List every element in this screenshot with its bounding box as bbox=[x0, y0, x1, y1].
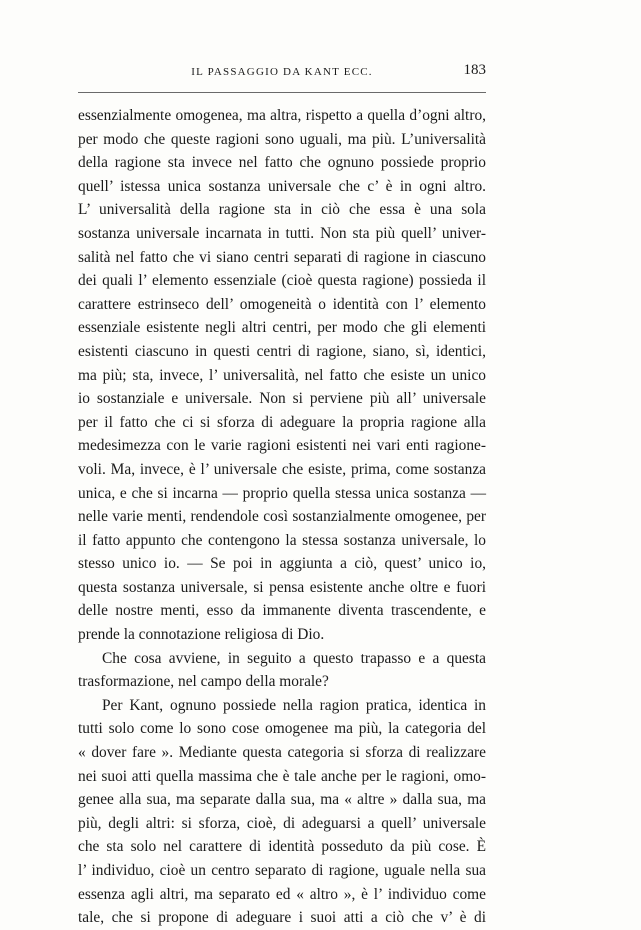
text-line: ma più; sta, invece, l’ universalità, nel fatto che esiste un unico bbox=[78, 366, 486, 384]
text-line: tale, che si propone di adeguare i suoi atti a ciò che v’ è di bbox=[78, 909, 486, 927]
text-line: più, degli altri: si sforza, cioè, di adeguarsi a quell’ universale bbox=[78, 814, 486, 832]
text-line: L’ universalità della ragione sta in ciò che essa è una sola bbox=[78, 201, 486, 219]
text-line: della ragione sta invece nel fatto che ognuno possiede proprio bbox=[78, 154, 486, 172]
text-line: Che cosa avviene, in seguito a questo trapasso e a questa bbox=[102, 649, 486, 667]
text-line: questa sostanza universale, si pensa esistente anche oltre e fuori bbox=[78, 578, 486, 596]
text-line: esistenti ciascuno in questi centri di ragione, siano, sì, identici, bbox=[78, 342, 486, 360]
text-line: delle nostre menti, esso da immanente diventa trascendente, e bbox=[78, 602, 486, 620]
page-header bbox=[78, 62, 486, 86]
text-line: nei suoi atti quella massima che è tale anche per le ragioni, omo- bbox=[78, 767, 486, 785]
text-line: tutti solo come lo sono cose omogenee ma più, la categoria del bbox=[78, 720, 486, 738]
text-line: Per Kant, ognuno possiede nella ragion pratica, identica in bbox=[102, 696, 486, 714]
text-line: dei quali l’ elemento essenziale (cioè questa ragione) possieda il bbox=[78, 272, 486, 290]
text-line: quell’ istessa unica sostanza universale che c’ è in ogni altro. bbox=[78, 177, 486, 195]
text-line: essenzialmente omogenea, ma altra, rispetto a quella d’ogni altro, bbox=[78, 107, 486, 124]
text-line: nelle varie menti, rendendole così sostanzialmente omogenee, per bbox=[78, 508, 486, 526]
text-line: medesimezza con le varie ragioni esistenti nei vari enti ragione- bbox=[78, 437, 486, 455]
text-line: carattere estrinseco dell’ omogeneità o identità con l’ elemento bbox=[78, 295, 486, 313]
text-line: l’ individuo, cioè un centro separato di ragione, uguale nella sua bbox=[78, 862, 486, 879]
text-line: il fatto appunto che contengono la stessa sostanza universale, lo bbox=[78, 531, 486, 549]
text-line: genee alla sua, ma separate dalla sua, ma « altre » dalla sua, ma bbox=[78, 791, 486, 809]
running-head: IL PASSAGGIO DA KANT ECC. bbox=[191, 66, 373, 78]
text-line: che sta solo nel carattere di identità posseduto da più cose. È bbox=[78, 838, 486, 856]
text-line: prende la connotazione religiosa di Dio. bbox=[78, 626, 325, 644]
text-line: essenza agli altri, ma separato ed « altro », è l’ individuo come bbox=[78, 885, 486, 903]
text-line: voli. Ma, invece, è l’ universale che esiste, prima, come sostanza bbox=[78, 460, 486, 478]
text-line: sostanza universale incarnata in tutti. Non sta più quell’ univer- bbox=[78, 224, 486, 242]
body-text bbox=[78, 104, 486, 930]
text-line: « dover fare ». Mediante questa categoria si sforza di realizzare bbox=[78, 744, 486, 762]
text-line: unica, e che si incarna — proprio quella stessa unica sostanza — bbox=[78, 484, 486, 502]
text-line: stesso unico io. — Se poi in aggiunta a ciò, quest’ unico io, bbox=[78, 555, 486, 573]
text-line: per modo che queste ragioni sono uguali, ma più. L’universalità bbox=[78, 130, 486, 148]
text-line: per il fatto che ci si sforza di adeguare la propria ragione alla bbox=[78, 413, 486, 431]
text-line: io sostanziale e universale. Non si perviene più all’ universale bbox=[78, 390, 486, 408]
text-line: trasformazione, nel campo della morale? bbox=[78, 673, 329, 691]
text-line: salità nel fatto che vi siano centri separati di ragione in ciascuno bbox=[78, 248, 486, 266]
header-rule bbox=[78, 92, 486, 93]
text-line: essenziale esistente negli altri centri, per modo che gli elementi bbox=[78, 319, 486, 337]
page-number: 183 bbox=[463, 62, 486, 78]
